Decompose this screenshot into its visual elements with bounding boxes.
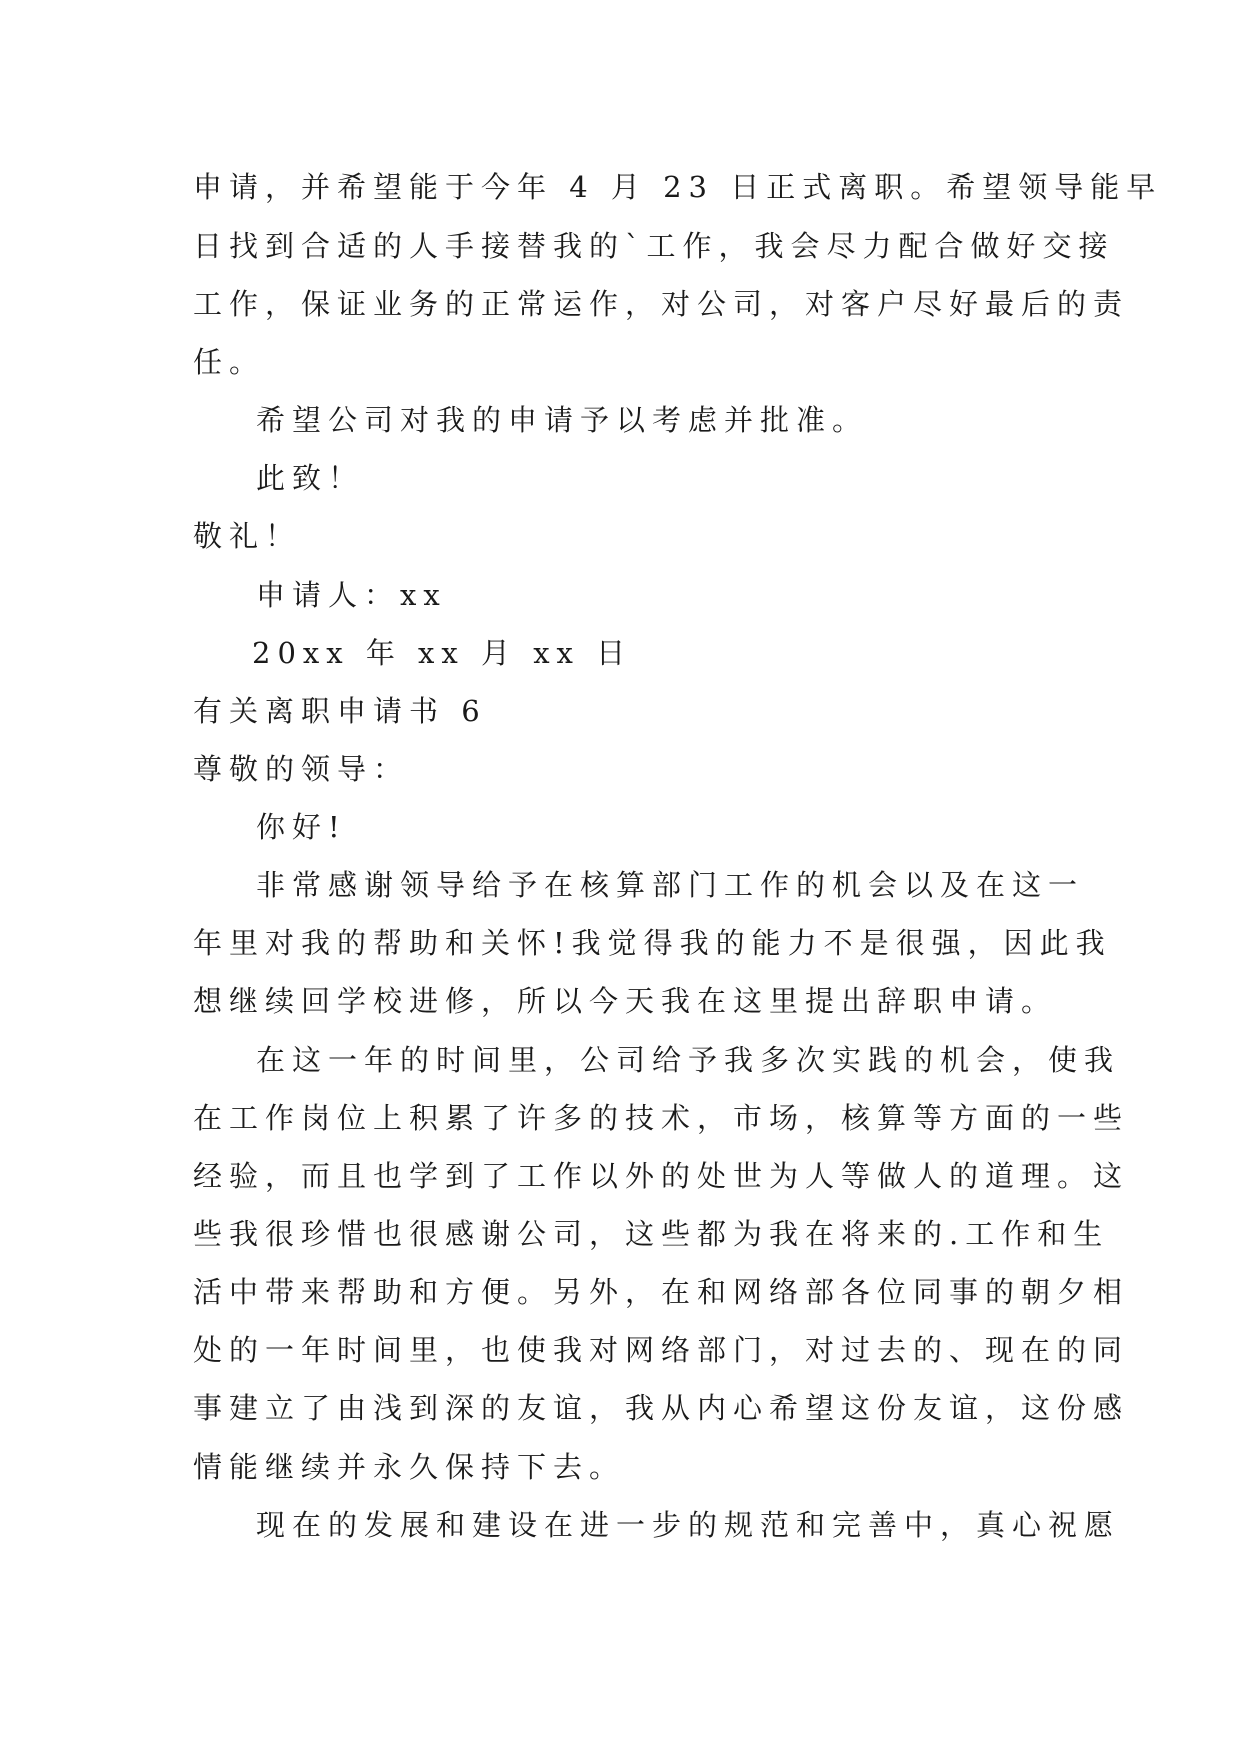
text-line: 年里对我的帮助和关怀!我觉得我的能力不是很强，因此我 [193,926,1112,960]
text-line: 你好! [256,810,347,844]
text-line: 些我很珍惜也很感谢公司，这些都为我在将来的.工作和生 [193,1217,1110,1251]
text-line: 事建立了由浅到深的友谊，我从内心希望这份友谊，这份感 [193,1391,1130,1425]
text-line: 申请，并希望能于今年 4 月 23 日正式离职。希望领导能早 [193,170,1163,204]
text-line: 在工作岗位上积累了许多的技术，市场，核算等方面的一些 [193,1101,1130,1135]
text-line: 此致！ [256,461,365,495]
text-line: 尊敬的领导： [193,752,410,786]
text-line: 处的一年时间里，也使我对网络部门，对过去的、现在的同 [193,1333,1130,1367]
text-line: 经验，而且也学到了工作以外的处世为人等做人的道理。这 [193,1159,1130,1193]
section-title: 有关离职申请书 6 [193,694,487,728]
text-line: 20xx 年 xx 月 xx 日 [252,636,633,670]
text-line: 日找到合适的人手接替我的`工作，我会尽力配合做好交接 [193,229,1115,263]
text-line: 希望公司对我的申请予以考虑并批准。 [256,403,869,437]
text-line: 情能继续并永久保持下去。 [193,1450,626,1484]
text-line: 现在的发展和建设在进一步的规范和完善中，真心祝愿 [256,1508,1121,1542]
text-line: 活中带来帮助和方便。另外，在和网络部各位同事的朝夕相 [193,1275,1130,1309]
text-line: 在这一年的时间里，公司给予我多次实践的机会，使我 [256,1043,1121,1077]
text-line: 申请人：xx [256,578,447,612]
text-line: 工作，保证业务的正常运作，对公司，对客户尽好最后的责 [193,287,1130,321]
text-line: 想继续回学校进修，所以今天我在这里提出辞职申请。 [193,984,1058,1018]
text-line: 敬礼！ [193,519,302,553]
text-line: 任。 [193,345,266,379]
text-line: 非常感谢领导给予在核算部门工作的机会以及在这一 [256,868,1085,902]
